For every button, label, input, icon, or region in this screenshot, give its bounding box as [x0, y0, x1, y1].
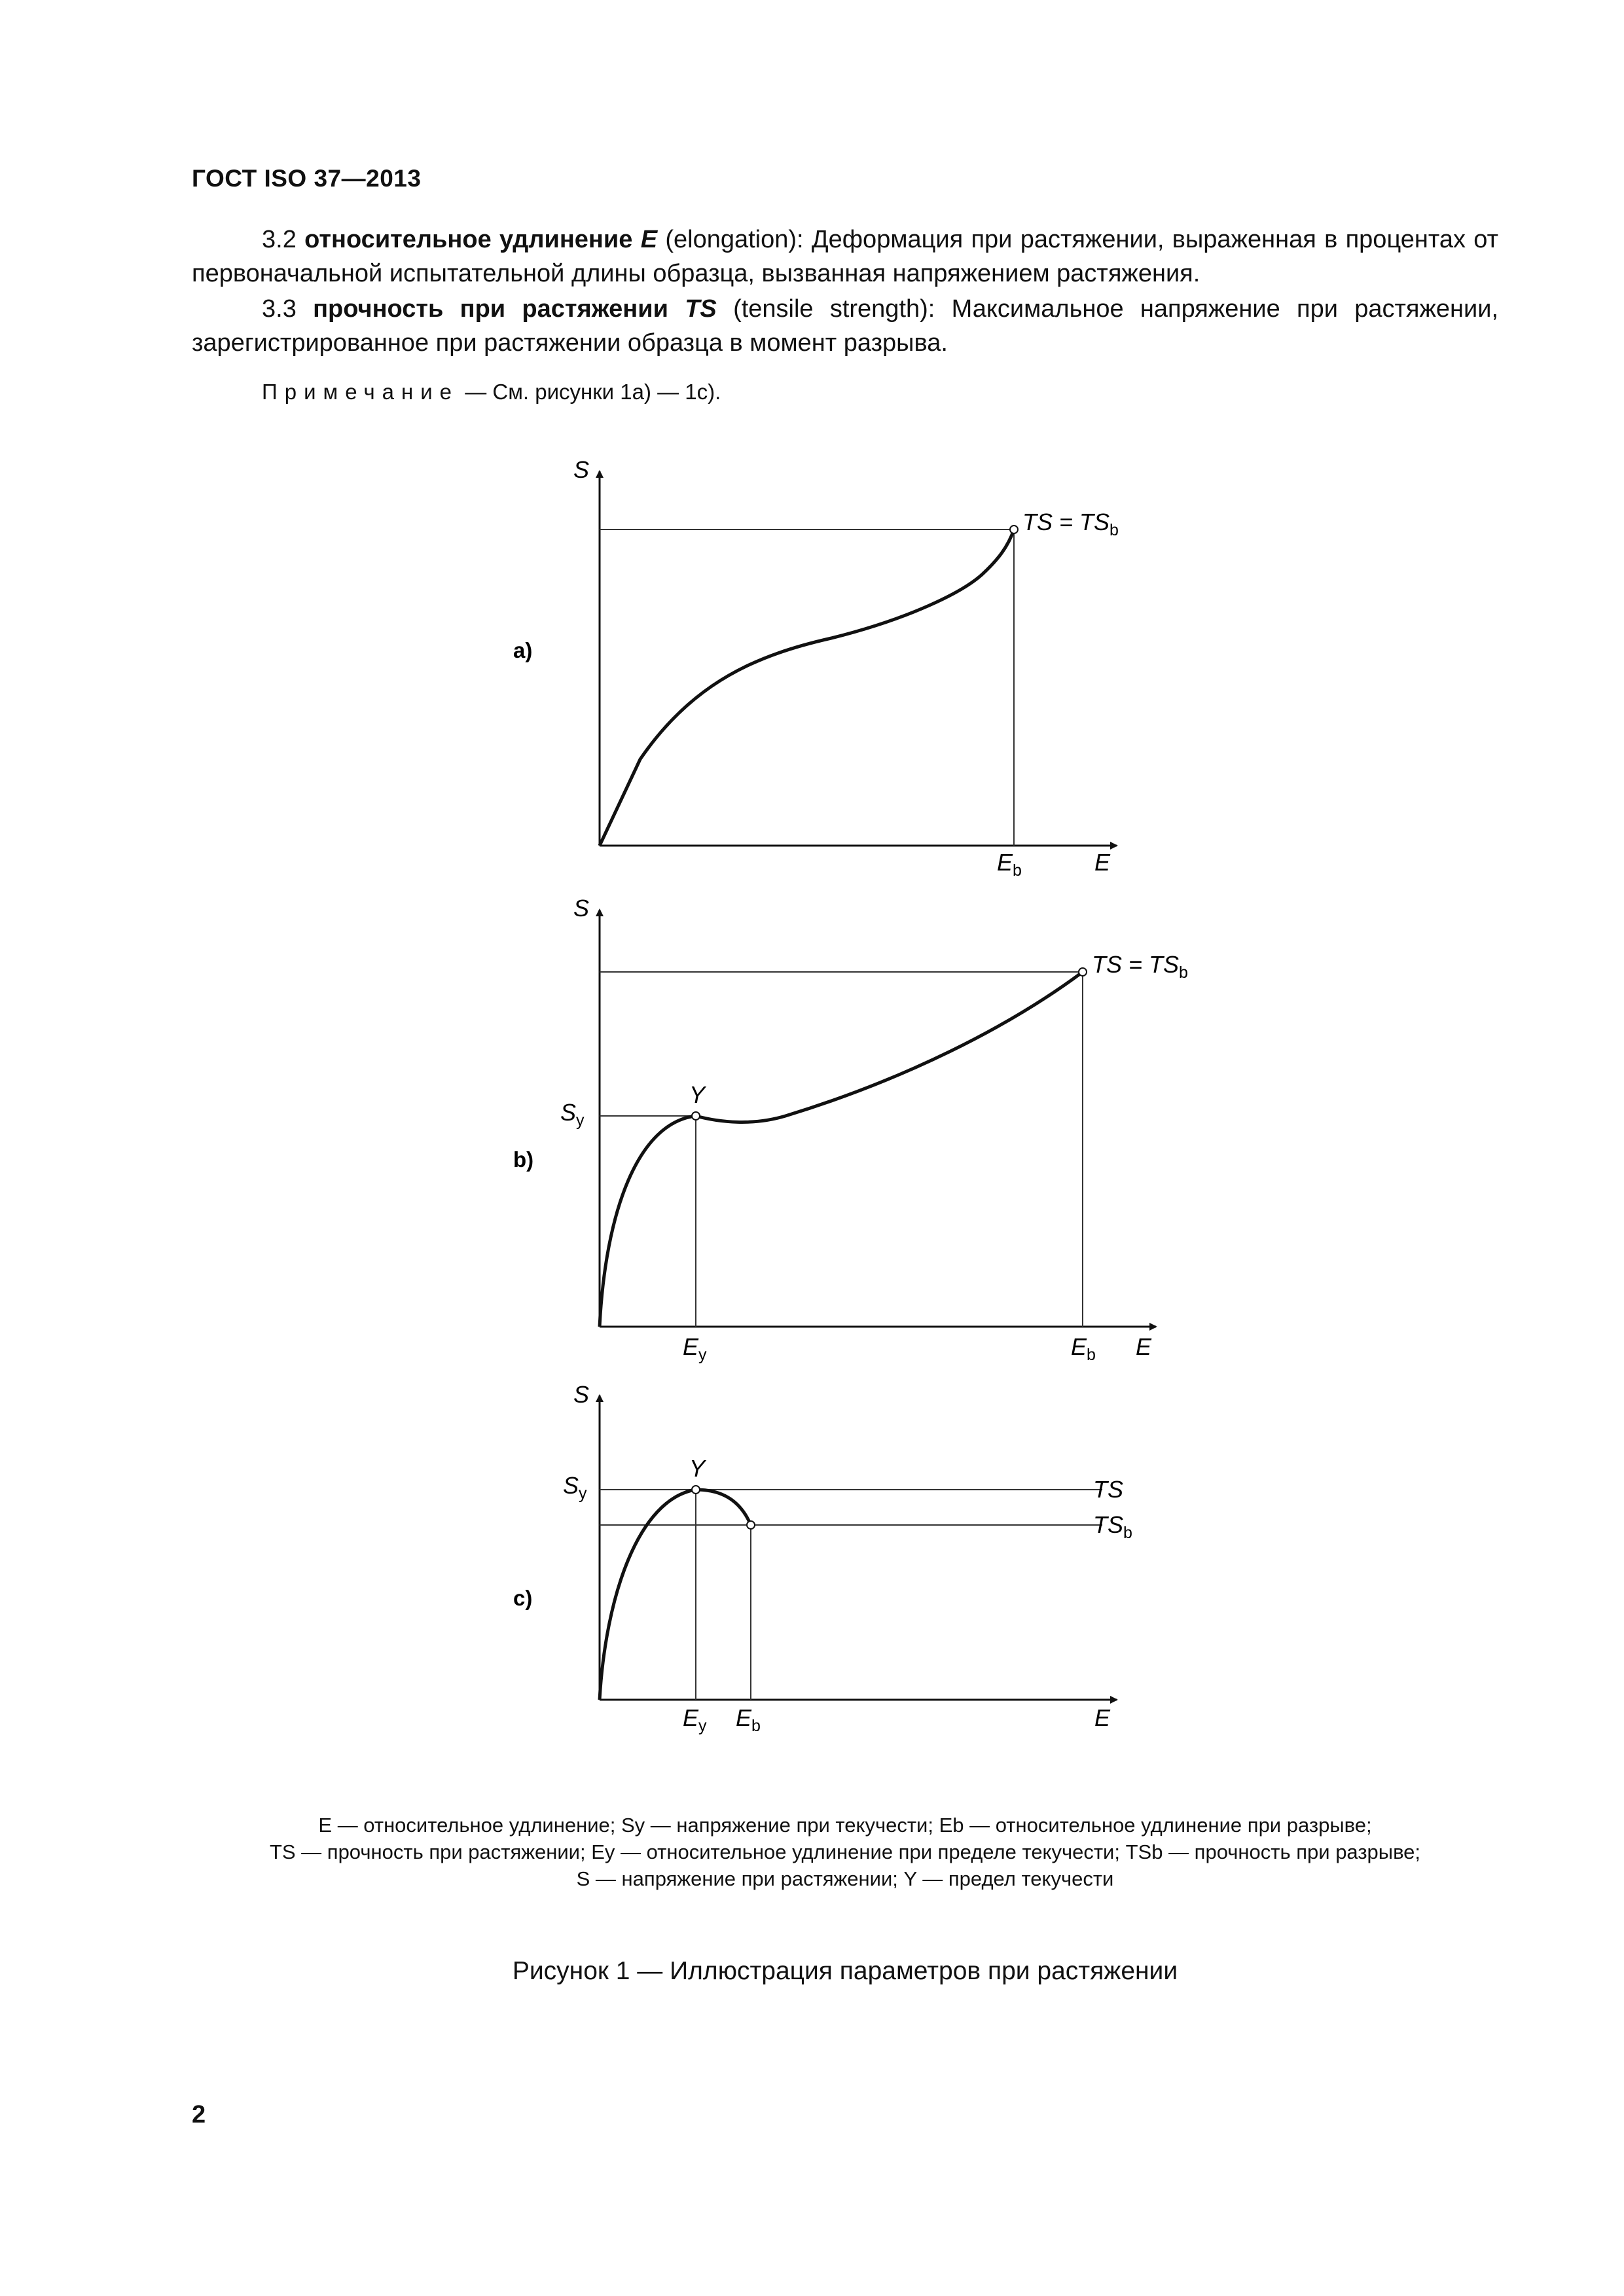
x-axis-label: E — [1094, 849, 1111, 876]
y-axis-label: S — [573, 456, 590, 483]
y-axis-label: S — [573, 895, 590, 922]
eb-label: $E_b$ — [1071, 1333, 1096, 1364]
term-english: (tensile strength): — [733, 295, 935, 323]
ts-label: TS = $TS_b$ — [1092, 951, 1188, 982]
ey-label: $E_y$ — [683, 1333, 707, 1364]
panel-c — [513, 1381, 1132, 1735]
term: относительное удлинение — [304, 226, 633, 253]
document-header: ГОСТ ISO 37—2013 — [192, 165, 422, 192]
yield-label: Y — [689, 1455, 706, 1482]
yield-point — [692, 1486, 700, 1494]
definition-text: Максимальное напряжение при растяжении, зарегистрированное при растяжении образца в момент разрыва. — [192, 295, 1499, 357]
panel-a — [513, 456, 1119, 880]
legend-line-3: S — напряжение при растяжении; Y — предел текучести — [576, 1867, 1114, 1890]
clause-number: 3.3 — [262, 295, 297, 323]
eb-label: $E_b$ — [997, 849, 1022, 880]
legend-line-1: E — относительное удлинение; Sy — напряжение при текучести; Eb — относительное удлинение при разрыве; — [318, 1814, 1372, 1837]
yield-label: Y — [689, 1081, 706, 1108]
note-label: Примечание — [262, 380, 460, 404]
yield-point — [692, 1112, 700, 1120]
clause-number: 3.2 — [262, 226, 297, 253]
ts-label: TS = $TS_b$ — [1022, 509, 1119, 539]
panel-label: b) — [513, 1147, 534, 1172]
break-point — [747, 1521, 755, 1529]
x-axis-label: E — [1094, 1704, 1111, 1731]
sy-label: $S_y$ — [560, 1099, 585, 1130]
x-axis-label: E — [1136, 1333, 1152, 1360]
legend-line-2: TS — прочность при растяжении; Ey — относительное удлинение при пределе текучести; TSb — прочность при разрыве; — [269, 1840, 1421, 1863]
stress-strain-curve — [600, 1490, 751, 1700]
term: прочность при растяжении — [313, 295, 668, 323]
ey-label: $E_y$ — [683, 1704, 707, 1735]
definition-text: Деформация при растяжении, выраженная в процентах от первоначальной испытательной длины образца, вызванная напряжением растяжения. — [192, 226, 1499, 287]
sy-label: $S_y$ — [563, 1472, 587, 1503]
page-number: 2 — [192, 2101, 206, 2128]
ts-label: TS — [1093, 1476, 1124, 1503]
figure-caption: Рисунок 1 — Иллюстрация параметров при растяжении — [512, 1957, 1178, 1985]
term-symbol: E — [640, 226, 658, 253]
note-text: — См. рисунки 1а) — 1с). — [465, 380, 721, 404]
term-english: (elongation): — [665, 226, 804, 253]
y-axis-label: S — [573, 1381, 590, 1408]
term-symbol: TS — [685, 295, 717, 323]
stress-strain-curve — [600, 972, 1083, 1327]
break-point — [1010, 526, 1018, 533]
panel-label: c) — [513, 1586, 533, 1610]
tsb-label: $TS_b$ — [1093, 1511, 1132, 1542]
break-point — [1079, 968, 1087, 976]
stress-strain-curve — [600, 529, 1014, 846]
eb-label: $E_b$ — [736, 1704, 761, 1735]
panel-b — [513, 895, 1188, 1364]
panel-label: a) — [513, 638, 533, 662]
